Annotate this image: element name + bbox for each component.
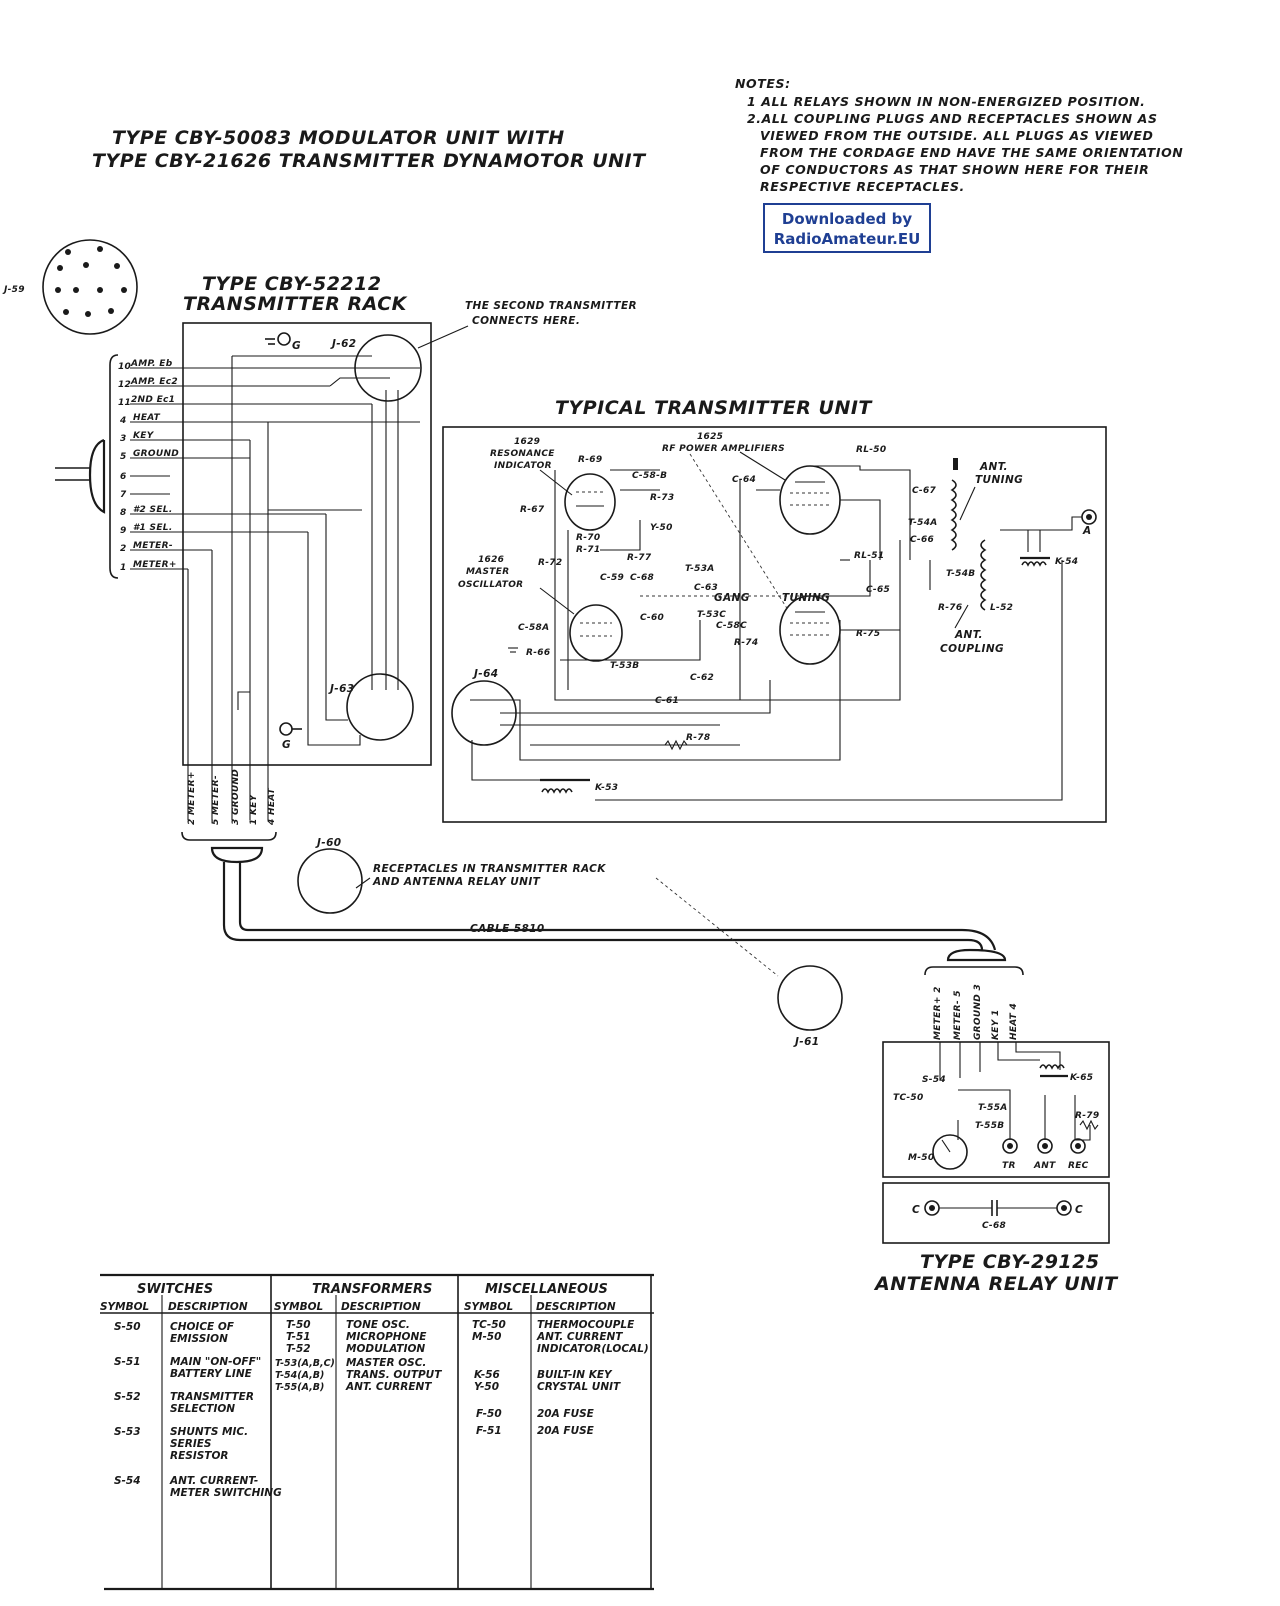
c58c-label: C-58C xyxy=(716,621,747,631)
v1629-number: 1629 xyxy=(514,437,541,447)
j59-receptacle xyxy=(43,240,137,334)
receptacles-note-2: AND ANTENNA RELAY UNIT xyxy=(373,876,541,888)
pin-label: 2ND Ec1 xyxy=(131,395,176,405)
ant-coupling-1: ANT. xyxy=(955,629,983,641)
t55a-label: T-55A xyxy=(978,1103,1008,1113)
tc50-label: TC-50 xyxy=(893,1093,924,1103)
switch-desc: SELECTION xyxy=(170,1403,236,1415)
t54a-label: T-54A xyxy=(908,518,938,528)
l52-label: L-52 xyxy=(990,603,1014,613)
transformer-desc: TONE OSC. xyxy=(346,1319,410,1331)
table-col-header: DESCRIPTION xyxy=(341,1301,421,1313)
transformer-desc: MASTER OSC. xyxy=(346,1357,427,1369)
rec-label: REC xyxy=(1068,1161,1089,1171)
relay-cable-leads xyxy=(933,984,1019,1040)
pin-num: 10 xyxy=(118,362,132,372)
tx-unit-title: TYPICAL TRANSMITTER UNIT xyxy=(555,397,872,419)
switch-desc: ANT. CURRENT- xyxy=(170,1475,259,1487)
pin-num: 12 xyxy=(118,380,132,390)
pin-num: 1 xyxy=(120,563,127,573)
switch-desc: CHOICE OF xyxy=(170,1321,234,1333)
r79-label: R-79 xyxy=(1075,1111,1100,1121)
title-line-1: TYPE CBY-50083 MODULATOR UNIT WITH xyxy=(112,127,565,149)
table-group-header: SWITCHES xyxy=(137,1282,214,1297)
r76-label: R-76 xyxy=(938,603,963,613)
notes-line-2: 2.ALL COUPLING PLUGS AND RECEPTACLES SHOWN AS xyxy=(747,111,1158,126)
ant-tuning-2: TUNING xyxy=(975,474,1024,486)
t54b-label: T-54B xyxy=(946,569,976,579)
notes-line-1: 1 ALL RELAYS SHOWN IN NON-ENERGIZED POSITION. xyxy=(747,94,1146,109)
r77-label: R-77 xyxy=(627,553,652,563)
switch-desc: RESISTOR xyxy=(170,1450,229,1462)
rack-cable-leads xyxy=(187,769,277,826)
tube-1629 xyxy=(565,474,615,530)
coil-l52 xyxy=(981,540,985,610)
switch-symbol: S-54 xyxy=(114,1475,141,1487)
table-col-header: DESCRIPTION xyxy=(168,1301,248,1313)
k65-label: K-65 xyxy=(1070,1073,1094,1083)
title-line-2: TYPE CBY-21626 TRANSMITTER DYNAMOTOR UNIT xyxy=(92,150,646,172)
t53a-label: T-53A xyxy=(685,564,715,574)
transformer-desc: ANT. CURRENT xyxy=(346,1381,432,1393)
relay-unit-wiring xyxy=(940,1042,1090,1140)
pin-num: 6 xyxy=(120,472,127,482)
y50-label: Y-50 xyxy=(650,523,673,533)
relay-k54 xyxy=(1020,530,1050,565)
pin-label: METER+ xyxy=(133,560,177,570)
v1625-desc: RF POWER AMPLIFIERS xyxy=(662,444,785,454)
relay-title-1: TYPE CBY-29125 xyxy=(920,1251,1100,1273)
j64-label: J-64 xyxy=(474,668,499,680)
k54-label: K-54 xyxy=(1055,557,1079,567)
c64-label: C-64 xyxy=(732,475,757,485)
cable-lead: 5 METER- xyxy=(211,775,221,825)
antenna-tuning-coil xyxy=(952,458,958,550)
table-col-header: DESCRIPTION xyxy=(536,1301,616,1313)
transformer-desc: MODULATION xyxy=(346,1343,426,1355)
misc-symbol: M-50 xyxy=(472,1331,502,1343)
ant-terminal-icon xyxy=(1038,1139,1052,1153)
transformer-desc: MICROPHONE xyxy=(346,1331,427,1343)
pin-label: #2 SEL. xyxy=(133,505,173,515)
rack-cable-plug xyxy=(212,848,262,862)
switch-desc: MAIN "ON-OFF" xyxy=(170,1356,262,1368)
v1629-desc-1: RESONANCE xyxy=(490,449,555,459)
transformer-symbol: T-51 xyxy=(286,1331,311,1343)
pin-label: AMP. Ec2 xyxy=(131,377,178,387)
notes-line-3: VIEWED FROM THE OUTSIDE. ALL PLUGS AS VIEWED xyxy=(760,128,1154,143)
rl50-label: RL-50 xyxy=(856,445,887,455)
transformer-symbol: T-55(A,B) xyxy=(275,1382,325,1393)
relay-lead: METER- 5 xyxy=(953,990,963,1040)
antenna-terminal-a xyxy=(1082,510,1096,524)
transformer-symbol: T-53(A,B,C) xyxy=(275,1358,335,1369)
table-group-header: MISCELLANEOUS xyxy=(485,1282,608,1297)
c60-label: C-60 xyxy=(640,613,665,623)
pin-label: METER- xyxy=(133,541,173,551)
download-badge xyxy=(763,203,931,253)
tx-unit-wiring xyxy=(470,466,1082,800)
xmit-terminal-icon xyxy=(1003,1139,1017,1153)
j63-receptacle xyxy=(347,674,413,740)
misc-desc: ANT. CURRENT xyxy=(537,1331,623,1343)
relay-cable-bracket xyxy=(925,967,1023,975)
r70-label: R-70 xyxy=(576,533,601,543)
transformer-desc: TRANS. OUTPUT xyxy=(346,1369,442,1381)
pin-num: 3 xyxy=(120,434,127,444)
switch-desc: SERIES xyxy=(170,1438,212,1450)
switch-symbol: S-52 xyxy=(114,1391,141,1403)
v1625-number: 1625 xyxy=(697,432,724,442)
misc-desc: CRYSTAL UNIT xyxy=(537,1381,621,1393)
c67-label: C-67 xyxy=(912,486,937,496)
m50-label: M-50 xyxy=(908,1153,935,1163)
r74-label: R-74 xyxy=(734,638,759,648)
switch-desc: TRANSMITTER xyxy=(170,1391,254,1403)
pin-label: KEY xyxy=(133,431,154,441)
rec-terminal-icon xyxy=(1071,1139,1085,1153)
r66-label: R-66 xyxy=(526,648,551,658)
ant-tuning-1: ANT. xyxy=(980,461,1008,473)
r78-label: R-78 xyxy=(686,733,711,743)
j59-label: J-59 xyxy=(4,285,25,295)
rack-wiring xyxy=(188,356,398,820)
tube-1626 xyxy=(570,605,622,661)
r75-label: R-75 xyxy=(856,629,881,639)
j60-label: J-60 xyxy=(317,837,342,849)
misc-desc: 20A FUSE xyxy=(537,1408,594,1420)
table-col-header: SYMBOL xyxy=(100,1301,150,1313)
table-col-header: SYMBOL xyxy=(274,1301,324,1313)
ground-g-label-top: G xyxy=(292,340,302,352)
tuning-label: TUNING xyxy=(782,592,831,604)
relay-title-2: ANTENNA RELAY UNIT xyxy=(875,1273,1118,1295)
transmitter-rack-box xyxy=(183,323,431,765)
cable-lead: 4 HEAT xyxy=(267,787,277,825)
s54-label: S-54 xyxy=(922,1075,946,1085)
cable-name: CABLE 5810 xyxy=(470,923,545,935)
r72-label: R-72 xyxy=(538,558,563,568)
misc-desc: INDICATOR(LOCAL) xyxy=(537,1343,649,1355)
c63-label: C-63 xyxy=(694,583,719,593)
pin-num: 4 xyxy=(120,416,127,426)
receptacles-note-1: RECEPTACLES IN TRANSMITTER RACK xyxy=(373,863,606,875)
second-tx-note-2: CONNECTS HERE. xyxy=(472,315,581,327)
rack-cable-bracket xyxy=(182,832,276,840)
badge-line-2: RadioAmateur.EU xyxy=(773,230,921,248)
r71-label: R-71 xyxy=(576,545,601,555)
c65-label: C-65 xyxy=(866,585,891,595)
rl51-label: RL-51 xyxy=(854,551,885,561)
c58b-label: C-58-B xyxy=(632,471,668,481)
c68-label: C-68 xyxy=(630,573,655,583)
c62-label: C-62 xyxy=(690,673,715,683)
pin-label: HEAT xyxy=(133,413,161,423)
v1629-desc-2: INDICATOR xyxy=(494,461,552,471)
misc-desc: 20A FUSE xyxy=(537,1425,594,1437)
pin-num: 8 xyxy=(120,508,127,518)
v1626-number: 1626 xyxy=(478,555,505,565)
v1626-desc-2: OSCILLATOR xyxy=(458,580,524,590)
j63-label: J-63 xyxy=(330,683,355,695)
misc-symbol: F-51 xyxy=(476,1425,502,1437)
ground-terminal-top xyxy=(265,333,290,345)
misc-desc: THERMOCOUPLE xyxy=(537,1319,635,1331)
r73-label: R-73 xyxy=(650,493,675,503)
relay-k65 xyxy=(1040,1065,1068,1076)
ant-coupling-2: COUPLING xyxy=(940,643,1005,655)
pin-num: 7 xyxy=(120,490,127,500)
notes-heading: NOTES: xyxy=(735,76,791,91)
pin-num: 11 xyxy=(118,398,132,408)
gang-label: GANG xyxy=(714,592,750,604)
table-col-header: SYMBOL xyxy=(464,1301,514,1313)
c59-label: C-59 xyxy=(600,573,625,583)
transformer-symbol: T-52 xyxy=(286,1343,311,1355)
j60-receptacle xyxy=(298,849,362,913)
notes-line-4: FROM THE CORDAGE END HAVE THE SAME ORIENTATION xyxy=(760,145,1184,160)
notes-line-6: RESPECTIVE RECEPTACLES. xyxy=(760,179,965,194)
relay-lead: KEY 1 xyxy=(991,1009,1001,1040)
ground-g-label-bottom: G xyxy=(282,739,292,751)
rack-plug-connector xyxy=(90,440,104,512)
pin-num: 2 xyxy=(120,544,127,554)
table-group-header: TRANSFORMERS xyxy=(312,1282,433,1297)
cable-5810 xyxy=(224,862,982,950)
switch-symbol: S-50 xyxy=(114,1321,141,1333)
transformer-symbol: T-50 xyxy=(286,1319,311,1331)
badge-line-1: Downloaded by xyxy=(781,210,913,228)
tube-1625-lower xyxy=(780,596,840,664)
tube-1625-upper xyxy=(780,466,840,534)
notes-line-5: OF CONDUCTORS AS THAT SHOWN HERE FOR THEIR xyxy=(760,162,1150,177)
pin-num: 5 xyxy=(120,452,127,462)
relay-lead: METER+ 2 xyxy=(933,986,943,1040)
cable-lead: 1 KEY xyxy=(249,794,259,825)
v1626-desc-1: MASTER xyxy=(466,567,510,577)
pin-label: GROUND xyxy=(133,449,180,459)
misc-symbol: Y-50 xyxy=(474,1381,500,1393)
switch-desc: BATTERY LINE xyxy=(170,1368,252,1380)
r67-label: R-67 xyxy=(520,505,545,515)
k53-label: K-53 xyxy=(595,783,619,793)
switch-symbol: S-51 xyxy=(114,1356,141,1368)
rack-title-2: TRANSMITTER RACK xyxy=(183,293,407,315)
ground-terminal-bottom xyxy=(280,723,302,735)
c-right-label: C xyxy=(1075,1204,1084,1216)
transformer-symbol: T-54(A,B) xyxy=(275,1370,325,1381)
cable-lead: 2 METER+ xyxy=(187,771,197,825)
switch-desc: SHUNTS MIC. xyxy=(170,1426,249,1438)
misc-symbol: TC-50 xyxy=(472,1319,506,1331)
switch-desc: METER SWITCHING xyxy=(170,1487,282,1499)
j61-receptacle xyxy=(778,966,842,1030)
j62-label: J-62 xyxy=(332,338,357,350)
misc-symbol: F-50 xyxy=(476,1408,502,1420)
switch-desc: EMISSION xyxy=(170,1333,228,1345)
rack-pin-list xyxy=(118,359,420,573)
relay-k53 xyxy=(540,780,590,792)
t55b-label: T-55B xyxy=(975,1121,1005,1131)
rack-title-1: TYPE CBY-52212 xyxy=(202,273,382,295)
cable-lead: 3 GROUND xyxy=(231,768,241,825)
tr-label: TR xyxy=(1002,1161,1016,1171)
r69-label: R-69 xyxy=(578,455,603,465)
second-tx-note-1: THE SECOND TRANSMITTER xyxy=(465,300,638,312)
relay-lead: HEAT 4 xyxy=(1009,1002,1019,1040)
t53c-label: T-53C xyxy=(697,610,727,620)
parts-table xyxy=(100,1275,654,1589)
switch-symbol: S-53 xyxy=(114,1426,141,1438)
meter-m50 xyxy=(933,1135,967,1169)
pin-label: AMP. Eb xyxy=(131,359,173,369)
c-left-label: C xyxy=(912,1204,921,1216)
t53b-label: T-53B xyxy=(610,661,640,671)
c68-relay-label: C-68 xyxy=(982,1221,1007,1231)
ant-label: ANT xyxy=(1034,1161,1056,1171)
c58a-label: C-58A xyxy=(518,623,550,633)
c61-label: C-61 xyxy=(655,696,680,706)
relay-cable-plug xyxy=(948,950,1005,960)
j61-label: J-61 xyxy=(795,1036,820,1048)
misc-symbol: K-56 xyxy=(474,1369,500,1381)
misc-desc: BUILT-IN KEY xyxy=(537,1369,612,1381)
relay-lead: GROUND 3 xyxy=(973,983,983,1040)
c68-capacitor xyxy=(925,1200,1071,1216)
pin-num: 9 xyxy=(120,526,127,536)
antenna-a-label: A xyxy=(1083,525,1092,537)
pin-label: #1 SEL. xyxy=(133,523,173,533)
c66-label: C-66 xyxy=(910,535,935,545)
